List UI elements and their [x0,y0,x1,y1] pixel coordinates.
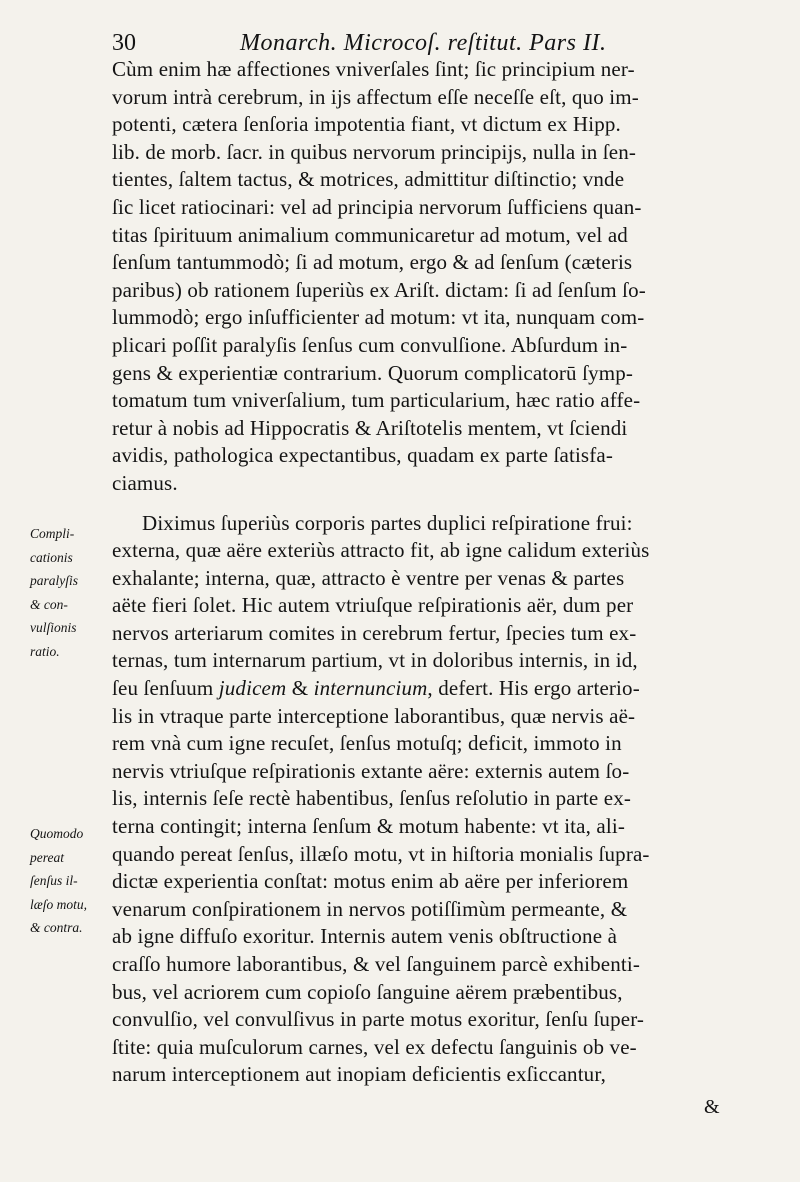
text-line: convulſio, vel convulſivus in parte motus exoritur, ſenſu ſuper- [112,1007,645,1032]
margin-line: vulſionis [30,620,77,635]
text-line: exhalante; interna, quæ, attracto è ventre per venas & partes [112,565,625,590]
paragraph-1 [112,56,740,498]
text-line: narum interceptionem aut inopiam deficientis exſiccantur, [112,1062,607,1087]
text-line: vorum intrà cerebrum, in ijs affectum eſſe neceſſe eſt, quo im- [112,84,639,109]
text-line: venarum conſpirationem in nervos potiſſimùm permeante, & [112,896,628,921]
text-line: lummodò; ergo inſufficienter ad motum: vt ita, nunquam com- [112,305,645,330]
text-line: tomatum tum vniverſalium, tum particularium, hæc ratio affe- [112,388,641,413]
margin-line: pereat [30,849,64,865]
text-run: ſeu ſenſuum [112,676,214,701]
text-line: ſtite: quia muſculorum carnes, vel ex defectu ſanguinis ob ve- [112,1034,637,1059]
text-line: ab igne diffuſo exoritur. Internis autem venis obſtructione à [112,924,618,949]
text-line: gens & experientiæ contrarium. Quorum complicatorū ſymp- [112,360,634,385]
margin-line: & contra. [30,920,83,935]
italic-term: judicem [218,676,287,701]
text-line: avidis, pathologica expectantibus, quadam ex parte ſatisfa- [112,443,614,468]
margin-note-quomodo [30,822,102,940]
text-line: dictæ experientia conſtat: motus enim ab aëre per inferiorem [112,869,629,894]
text-line: terna contingit; interna ſenſum & motum habente: vt ita, ali- [112,814,626,839]
text-line: ſic licet ratiocinari: vel ad principia nervorum ſufficiens quan- [112,194,642,219]
margin-line: læſo motu, [30,896,88,912]
text-line: lib. de morb. ſacr. in quibus nervorum principijs, nulla in ſen- [112,139,637,164]
text-line: aëte fieri ſolet. Hic autem vtriuſque reſpirationis aër, dum per [112,593,634,618]
catchword: & [704,1096,720,1118]
text-run: , defert. His ergo arterio- [427,676,640,701]
margin-line: ratio. [30,643,60,659]
text-line: craſſo humore laborantibus, & vel ſanguinem parcè exhibenti- [112,952,640,976]
margin-line: cationis [30,549,73,565]
text-line: titas ſpirituum animalium communicaretur ad motum, vel ad [112,222,628,247]
text-line: externa, quæ aëre exteriùs attracto fit, ab igne calidum exteriùs [112,538,650,563]
margin-line: ſenſus il- [30,873,78,888]
text-line: quando pereat ſenſus, illæſo motu, vt in hiſtoria monialis ſupra- [112,841,650,866]
text-line: ternas, tum internarum partium, vt in doloribus internis, in id, [112,648,638,673]
page-number: 30 [112,30,136,56]
running-title: Monarch. Microcoſ. reſtitut. Pars II. [240,30,607,56]
text-run: & [286,676,314,701]
body-text [112,56,740,1089]
text-line: ciamus. [112,470,178,495]
paragraph-2 [112,510,740,1089]
text-line: nervos arteriarum comites in cerebrum fertur, ſpecies tum ex- [112,620,637,645]
paragraph-gap [112,498,740,510]
text-line: paribus) ob rationem ſuperiùs ex Ariſt. dictam: ſi ad ſenſum ſo- [112,277,646,302]
text-line: lis in vtraque parte interceptione laborantibus, quæ nervis aë- [112,703,636,728]
text-line-mixed [112,675,740,703]
text-line: lis, internis ſeſe rectè habentibus, ſenſus reſolutio in parte ex- [112,786,631,811]
margin-line: paralyſis [30,573,79,588]
text-line: nervis vtriuſque reſpirationis extante aëre: externis autem ſo- [112,758,630,783]
text-line: tientes, ſaltem tactus, & motrices, admittitur diſtinctio; vnde [112,167,625,192]
text-line: ſenſum tantummodò; ſi ad motum, ergo & ad ſenſum (cæteris [112,250,633,275]
text-line: Cùm enim hæ affectiones vniverſales ſint; ſic principium ner- [112,57,635,81]
text-line: rem vnà cum igne recuſet, ſenſus motuſq; deficit, immoto in [112,731,622,756]
text-line: Diximus ſuperiùs corporis partes duplici reſpiratione frui: [142,510,633,535]
italic-term: internuncium [313,676,428,701]
text-line: bus, vel acriorem cum copioſo ſanguine aërem præbentibus, [112,979,623,1004]
margin-line: & con- [30,596,68,612]
text-line: potenti, cætera ſenſoria impotentia fiant, vt dictum ex Hipp. [112,112,621,137]
margin-line: Compli- [30,526,75,541]
margin-note-complication [30,522,102,663]
margin-line: Quomodo [30,826,84,841]
text-line: plicari poſſit paralyſis ſenſus cum convulſione. Abſurdum in- [112,332,628,357]
text-line: retur à nobis ad Hippocratis & Ariſtotelis mentem, vt ſciendi [112,415,628,440]
